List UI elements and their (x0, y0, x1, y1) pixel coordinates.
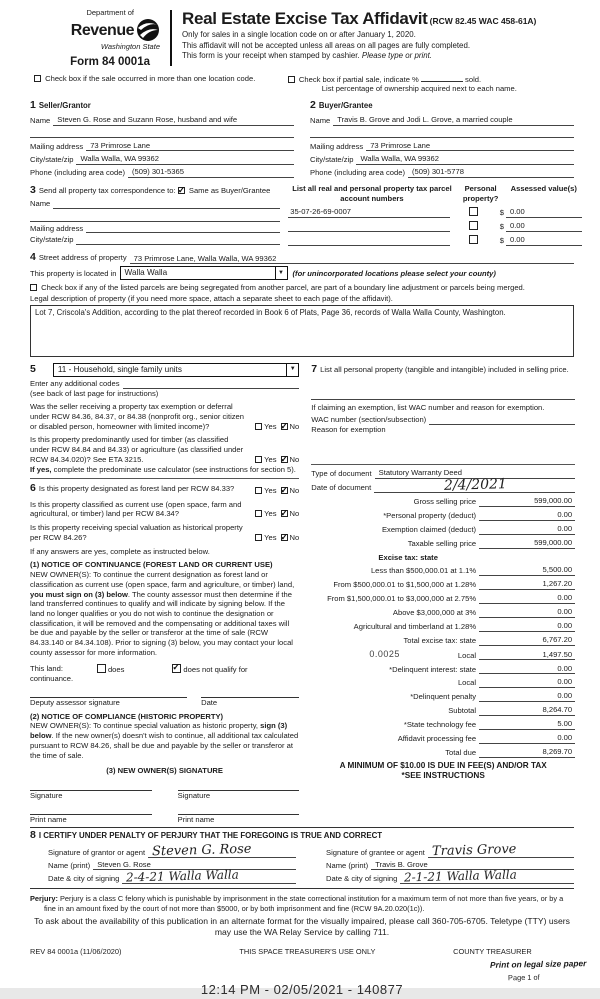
new-owner-print-name-field[interactable] (30, 805, 152, 815)
total-excise-state-field[interactable]: 6,767.20 (479, 635, 575, 646)
forest-yes-checkbox[interactable] (255, 487, 262, 494)
parcel-row (288, 207, 582, 218)
state-technology-fee-field[interactable]: 5.00 (479, 719, 575, 730)
see-back-note: (see back of last page for instructions) (30, 388, 159, 398)
personal-property-col-header: Personal property? (462, 183, 499, 203)
property-section: 4 Street address of property 73 Primrose Lane, Walla Walla, WA 99362 This property is located in Walla Walla ▼ (for unincorporated locations please select your county) Check box if any of the listed parcels are being segregated from another parcel, are part of a boundary line adjustment or parcels being merged. Legal description of property (if you need more space, attach a separate sheet to each page of the affidavit). Lot 7, Criscola's Addition, according to the plat thereof recorded in Book 6 of Plats, Page 36, records of Walla Walla County, Washington. (30, 251, 574, 357)
multi-location-label: Check box if the sale occurred in more than one location code. (45, 73, 256, 83)
current-use-question: Is this property classified as current use (open space, farm and agricultural, or timber) land per RCW 84.34? (30, 499, 242, 519)
header-note-3: This form is your receipt when stamped by cashier. Please type or print. (182, 51, 433, 61)
timber-question: Is this property predominantly used for timber (as classified under RCW 84.84 and 84.33) or agriculture (as classified under RCW 84.34.020)? See ETA 3215. (30, 435, 244, 464)
use-code-dropdown[interactable]: 11 - Household, single family units ▼ (53, 363, 299, 377)
minimum-due-note: A MINIMUM OF $10.00 IS DUE IN FEE(S) AND/OR TAX (339, 760, 547, 770)
tax-tier3-field[interactable]: 0.00 (479, 593, 575, 604)
rev-form-number: REV 84 0001a (11/06/2020) (30, 946, 122, 956)
page-number-note: Page 1 of (508, 972, 541, 982)
delinquent-interest-state-field[interactable]: 0.00 (479, 664, 575, 675)
buyer-section: 2 Buyer/Grantee Name Travis B. Grove and Jodi L. Grove, a married couple Mailing address 73 Primrose Lane City/state/zip Walla Walla, WA 99362 Phone (including area code) (509) 301-5778 (310, 99, 574, 178)
deputy-assessor-label: Deputy assessor signature (30, 697, 120, 707)
notice1-title: (1) NOTICE OF CONTINUANCE (FOREST LAND OR CURRENT USE) (30, 560, 273, 570)
parcel-table (288, 184, 582, 246)
seller-phone-field[interactable]: (509) 301-5365 (128, 167, 294, 178)
personal-property-checkbox[interactable] (469, 207, 478, 216)
page-title: Real Estate Excise Tax Affidavit (182, 9, 428, 28)
parcel-row (288, 235, 582, 246)
grantee-print-name-label: Name (print) (326, 860, 369, 870)
segregated-label: Check box if any of the listed parcels are being segregated from another parcel, are part of a boundary line adjustment or parcels being merged. (41, 282, 525, 292)
street-address-field[interactable]: 73 Primrose Lane, Walla Walla, WA 99362 (130, 254, 574, 265)
parcel-number-field[interactable] (288, 236, 450, 246)
new-owner-signature-title: (3) NEW OWNER(S) SIGNATURE (106, 766, 223, 776)
ag-timberland-field[interactable]: 0.00 (479, 621, 575, 632)
correspondence-mailing-field[interactable] (86, 224, 280, 233)
exemption-yes-checkbox[interactable] (255, 423, 262, 430)
department-of-label: Department of (86, 8, 134, 17)
does-qualify-checkbox[interactable] (97, 664, 106, 673)
wac-number-field[interactable] (429, 416, 575, 425)
legal-description-label: Legal description of property (if you need more space, attach a separate sheet to each page of the affidavit). (30, 294, 393, 304)
grantor-print-name-field[interactable]: Steven G. Rose (93, 860, 296, 871)
parcel-number-field[interactable] (288, 222, 450, 232)
street-address-label: Street address of property (38, 252, 127, 262)
revenue-logo (30, 8, 168, 70)
dollar-sign: $ (499, 207, 504, 217)
partial-sale-suffix: sold. (465, 74, 482, 84)
print-name-label: Print name (177, 814, 215, 824)
header-divider (170, 10, 172, 66)
local-tax-field[interactable]: 1,497.50 (479, 650, 575, 661)
use-code-section: 5 11 - Household, single family units ▼ Enter any additional codes (see back of last page for instructions) Was the seller receiving a property tax exemption or deferral under RCW 84.36, 84.37, or 84.38 (nonprofit org., senior citizen or disabled person, homeowner with limited income)? Yes ✓ No Is this property predominantly used for timber (as classified under RCW 84.84 and 84.33) or agriculture (as classified under RCW 84.34.020)? See ETA 3215. Yes ✓ No If yes, complete the predominate use calculator (see instructions for section 5). (30, 363, 299, 474)
exemption-no-checkbox[interactable] (281, 423, 288, 430)
delinquent-penalty-field[interactable]: 0.00 (479, 691, 575, 702)
historic-question: Is this property receiving special valuation as historical property per RCW 84.26? (30, 523, 243, 542)
historic-no-checkbox[interactable] (281, 534, 288, 541)
delinquent-interest-local-field[interactable]: 0.00 (479, 677, 575, 688)
revenue-logo-icon (136, 18, 160, 45)
additional-codes-label: Enter any additional codes (30, 378, 120, 388)
personal-property-checkbox[interactable] (469, 235, 478, 244)
county-dropdown[interactable]: Walla Walla ▼ (120, 266, 288, 280)
exemption-note: If claiming an exemption, list WAC number and reason for exemption. (311, 403, 545, 413)
buyer-heading: Buyer/Grantee (318, 101, 373, 111)
personal-property-field[interactable] (311, 376, 575, 400)
timber-yes-checkbox[interactable] (255, 456, 262, 463)
total-due-field[interactable]: 8,269.70 (479, 747, 575, 758)
any-yes-note: If any answers are yes, complete as instructed below. (30, 546, 210, 556)
grantee-date-city-field[interactable]: 2-1-21 Walla Walla (400, 872, 574, 884)
date-of-document-label: Date of document (311, 483, 372, 493)
seller-city-field[interactable]: Walla Walla, WA 99362 (76, 154, 294, 165)
seller-section: 1 Seller/Grantor Name Steven G. Rose and Suzann Rose, husband and wife Mailing address 73 Primrose Lane City/state/zip Walla Walla, WA 99362 Phone (including area code) (509) 301-5365 (30, 99, 294, 178)
county-note: (for unincorporated locations please select your county) (292, 268, 496, 278)
partial-sale-option (288, 74, 574, 94)
new-owner-signature-field[interactable] (30, 778, 152, 791)
personal-property-checkbox[interactable] (469, 221, 478, 230)
grantee-print-name-field[interactable]: Travis B. Grove (371, 860, 574, 871)
buyer-name2-field[interactable] (310, 128, 574, 138)
date-of-document-field[interactable]: 2/4/2021 (374, 481, 575, 493)
chevron-down-icon[interactable]: ▼ (286, 364, 298, 376)
land-designation-section: 6 Is this property designated as forest land per RCW 84.33? Yes ✓ No Is this property classified as current use (open space, farm and agricultural, or timber) land per RCW 84.34? Yes ✓ No Is this property receiving special valuation as historical property per RCW 84.26? Yes ✓ No If any answers are yes, complete as instructed below. (1) NOTICE OF CONTINUANCE (FOREST LAND OR CURRENT USE) NEW OWNER(S): To continue the current designation as forest land or classification as current use (open space, farm and agriculture, or timber) land, you must sign on (3) below. The county assessor must then determine if the land transferred continues to qualify and will indicate by signing below. If the land no longer qualifies or you do not wish to continue the designation or classification, it will be removed and the compensating or additional taxes will be due and payable by the seller or transferor at the time of sale (RCW 84.33.140 or 84.34.108). Prior to signing (3) below, you may contact your local county assessor for more information. This land: does ✓ does not qualify for continuance. Deputy assessor signature Date (2) NOTICE OF COMPLIANCE (HISTORIC PROPERTY) NEW OWNER(S): To continue special valuation as historic property, sign (3) below. If the new owner(s) doesn't wish to continue, all additional tax calculated pursuant to RCW 84.26, shall be due and payable by the seller or transferor at the time of sale. (3) NEW OWNER(S) SIGNATURE Signature Signature Print name Print name (30, 478, 299, 824)
washington-state-label: Washington State (100, 42, 160, 52)
same-as-buyer-label: Same as Buyer/Grantee (188, 185, 271, 195)
buyer-name-field[interactable]: Travis B. Grove and Jodi L. Grove, a married couple (333, 115, 574, 126)
tax-tier4-field[interactable]: 0.00 (479, 607, 575, 618)
partial-sale-label: Check box if partial sale, indicate % (298, 74, 419, 84)
personal-property-label: List all personal property (tangible and intangible) included in selling price. (320, 364, 569, 374)
continuance-label: continuance. (30, 674, 74, 684)
dollar-sign: $ (499, 236, 504, 246)
treasurer-use-label: THIS SPACE TREASURER'S USE ONLY (239, 946, 376, 956)
buyer-mailing-field[interactable]: 73 Primrose Lane (366, 141, 574, 152)
legal-description-field[interactable]: Lot 7, Criscola's Addition, according to the plat thereof recorded in Book 6 of Plats, Page 36, records of Walla Walla County, Washington. (30, 305, 574, 357)
local-rate-value: 0.0025 (369, 648, 400, 659)
form-footer (30, 888, 574, 999)
tax-tier2-field[interactable]: 1,267.20 (479, 579, 575, 590)
see-instructions-note: *SEE INSTRUCTIONS (401, 771, 485, 781)
located-in-label: This property is located in (30, 268, 117, 278)
grantor-signature-label: Signature of grantor or agent (48, 847, 146, 857)
notice2-body: NEW OWNER(S): To continue special valuation as historic property, sign (3) below. If the new owner(s) doesn't wish to continue, all additional tax calculated pursuant to RCW 84.26, shall be due and payable by the seller or transferor at the time of sale. (30, 721, 299, 760)
multi-location-checkbox[interactable] (34, 75, 41, 82)
reason-exemption-field[interactable] (311, 434, 575, 464)
this-land-label: This land: (30, 663, 63, 673)
tax-tier1-field[interactable]: 5,500.00 (479, 565, 575, 576)
tax-computation-section: Type of document Statutory Warranty Deed Date of document 2/4/2021 Gross selling price 599,000.00 *Personal property (deduct) 0.00 Exemption claimed (deduct) 0.00 Taxable selling price 599,000.00 Excise tax: state Less than $500,000.01 at 1.1% 5,500.00 From $500,000.01 to $1,500,000 at 1.28% 1,267.20 From $1,500,000.01 to $3,000,000 at 2.75% 0.00 Above $3,000,000 at 3% 0.00 Agricultural and timberland at 1.28% 0.00 Total excise tax: state 6,767.20 0.0025 Local 1,497.50 *Delinquent interest: state 0.00 Local 0.00 *Delinquent penalty 0.00 Subtotal 8,264.70 *State technology fee 5.00 Affidavit processing fee 0.00 Total due 8,269.70 A MINIMUM OF $10.00 IS DUE IN FEE(S) AND/OR TAX *SEE INSTRUCTIONS (311, 464, 575, 781)
parcel-row (288, 221, 582, 232)
assessed-value-field[interactable]: 0.00 (506, 235, 582, 246)
cashier-stamp: 12:14 PM - 02/05/2021 - 140877 (200, 982, 404, 998)
assessed-value-field[interactable]: 0.00 (506, 207, 582, 218)
ownership-note: List percentage of ownership acquired next to each name. (321, 84, 517, 94)
parcel-col-header: List all real and personal property tax parcel account numbers (292, 183, 452, 203)
if-yes-note: If yes, complete the predominate use calculator (see instructions for section 5). (30, 464, 296, 474)
revenue-wordmark: Revenue (70, 21, 134, 39)
grantee-date-city-label: Date & city of signing (326, 874, 398, 884)
grantor-date-city-field[interactable]: 2-4-21 Walla Walla (122, 872, 296, 884)
correspondence-city-field[interactable] (76, 236, 280, 245)
current-use-yes-checkbox[interactable] (255, 510, 262, 517)
buyer-phone-field[interactable]: (509) 301-5778 (408, 167, 574, 178)
seller-name-field[interactable]: Steven G. Rose and Suzann Rose, husband and wife (53, 115, 294, 126)
timber-no-checkbox[interactable] (281, 456, 288, 463)
segregated-checkbox[interactable] (30, 284, 37, 291)
signature-label: Signature (177, 791, 211, 800)
type-of-document-label: Type of document (311, 469, 372, 479)
rcw-code: (RCW 82.45 WAC 458-61A) (429, 16, 537, 26)
exemption-question: Was the seller receiving a property tax exemption or deferral under RCW 84.36, 84.37, or 84.38 (nonprofit org., senior citizen or disabled person, homeowner with limited income)? (30, 402, 245, 431)
grantee-signature-label: Signature of grantee or agent (326, 847, 425, 857)
new-owner-signature-field[interactable] (178, 778, 300, 791)
excise-tax-heading: Excise tax: state (378, 552, 438, 562)
deputy-date-label: Date (201, 697, 218, 707)
grantor-print-name-label: Name (print) (48, 860, 91, 870)
same-as-buyer-checkbox[interactable] (178, 187, 185, 194)
seller-mailing-field[interactable]: 73 Primrose Lane (86, 141, 294, 152)
grantor-date-city-label: Date & city of signing (48, 874, 120, 884)
seller-heading: Seller/Grantor (38, 101, 91, 111)
assessed-value-col-header: Assessed value(s) (510, 183, 577, 193)
grantee-signature-field[interactable]: Travis Grove (428, 846, 574, 858)
signature-label: Signature (30, 791, 63, 800)
parcel-number-field[interactable]: 35-07-26-69-0007 (288, 207, 450, 218)
perjury-note: Perjury: Perjury is a class C felony which is punishable by imprisonment in the state correctional institution for a maximum term of not more than five years, or by a fine in an amount fixed by the court of not more than $5000, or by both imprisonment and fine (RCW 9A.20.020(1c)). (30, 894, 564, 913)
correspondence-section: 3 Send all property tax correspondence to: ✓ Same as Buyer/Grantee Name Mailing address City/state/zip (30, 184, 280, 246)
assessed-value-field[interactable]: 0.00 (506, 221, 582, 232)
dollar-sign: $ (499, 222, 504, 232)
wac-number-label: WAC number (section/subsection) (311, 415, 427, 424)
forest-land-question: Is this property designated as forest land per RCW 84.33? (38, 484, 235, 494)
notice1-body: NEW OWNER(S): To continue the current designation as forest land or classification as current use (open space, farm and agriculture, or timber) land, you must sign on (3) below. The county assessor must then determine if the land transferred continues to qualify and will indicate by signing below. If the land no longer qualifies or you do not wish to continue the designation or classification, it will be removed and the compensating or additional taxes will be due and payable by the seller or transferor at the time of sale (RCW 84.33.140 or 84.34.108). Prior to signing (3) below, you may contact your local county assessor for more information. (30, 570, 295, 657)
chevron-down-icon[interactable]: ▼ (275, 267, 287, 279)
correspondence-name2-field[interactable] (30, 212, 280, 222)
correspondence-label: Send all property tax correspondence to: (38, 185, 176, 195)
certification-section: 8 I CERTIFY UNDER PENALTY OF PERJURY THAT THE FOREGOING IS TRUE AND CORRECT Signature of grantor or agent Steven G. Rose Name (print) Steven G. Rose Date & city of signing 2-4-21 Walla Walla Signature of grantee or agent Travis Grove Name (print) Travis B. Grove Date & city of signing 2-1-21 Walla Walla (30, 827, 574, 884)
header-note-2: This affidavit will not be accepted unless all areas on all pages are fully completed. (182, 40, 471, 50)
form-header (30, 8, 574, 70)
certify-statement: I CERTIFY UNDER PENALTY OF PERJURY THAT THE FOREGOING IS TRUE AND CORRECT (38, 831, 383, 841)
personal-property-deduct-field[interactable]: 0.00 (479, 510, 575, 521)
affidavit-processing-fee-field[interactable]: 0.00 (479, 733, 575, 744)
notice2-title: (2) NOTICE OF COMPLIANCE (HISTORIC PROPERTY) (30, 711, 224, 721)
new-owner-print-name-field[interactable] (178, 805, 300, 815)
percent-sold-field[interactable] (421, 74, 463, 82)
exemption-claimed-field[interactable]: 0.00 (479, 524, 575, 535)
print-name-label: Print name (30, 814, 67, 824)
subtotal-field[interactable]: 8,264.70 (479, 705, 575, 716)
taxable-selling-price-field[interactable]: 599,000.00 (479, 538, 575, 549)
form-number: Form 84 0001a (70, 55, 150, 68)
grantor-signature-field[interactable]: Steven G. Rose (148, 846, 296, 858)
historic-yes-checkbox[interactable] (255, 534, 262, 541)
header-note-1: Only for sales in a single location code on or after January 1, 2020. (182, 30, 416, 40)
print-size-note: Print on legal size paper (489, 958, 587, 971)
alternate-format-note: To ask about the availability of this publication in an alternate format for the visually impaired, please call 360-705-6705. Teletype (TTY) users may use the WA Relay Service by calling 711. (34, 915, 570, 937)
reason-exemption-label: Reason for exemption (311, 424, 386, 434)
type-of-document-field[interactable]: Statutory Warranty Deed (375, 468, 575, 479)
personal-property-section: 7 List all personal property (tangible and intangible) included in selling price. If claiming an exemption, list WAC number and reason for exemption. WAC number (section/subsection) Reason for exemption (311, 363, 575, 465)
current-use-no-checkbox[interactable] (281, 510, 288, 517)
does-not-qualify-checkbox[interactable] (172, 664, 181, 673)
partial-sale-checkbox[interactable] (288, 76, 295, 83)
buyer-city-field[interactable]: Walla Walla, WA 99362 (356, 154, 574, 165)
gross-selling-price-field[interactable]: 599,000.00 (479, 496, 575, 507)
multi-location-option (34, 74, 288, 94)
forest-no-checkbox[interactable] (281, 487, 288, 494)
additional-codes-field[interactable] (123, 380, 300, 389)
seller-name2-field[interactable] (30, 128, 294, 138)
county-treasurer-label: COUNTY TREASURER (453, 946, 532, 956)
correspondence-name-field[interactable] (53, 200, 280, 209)
